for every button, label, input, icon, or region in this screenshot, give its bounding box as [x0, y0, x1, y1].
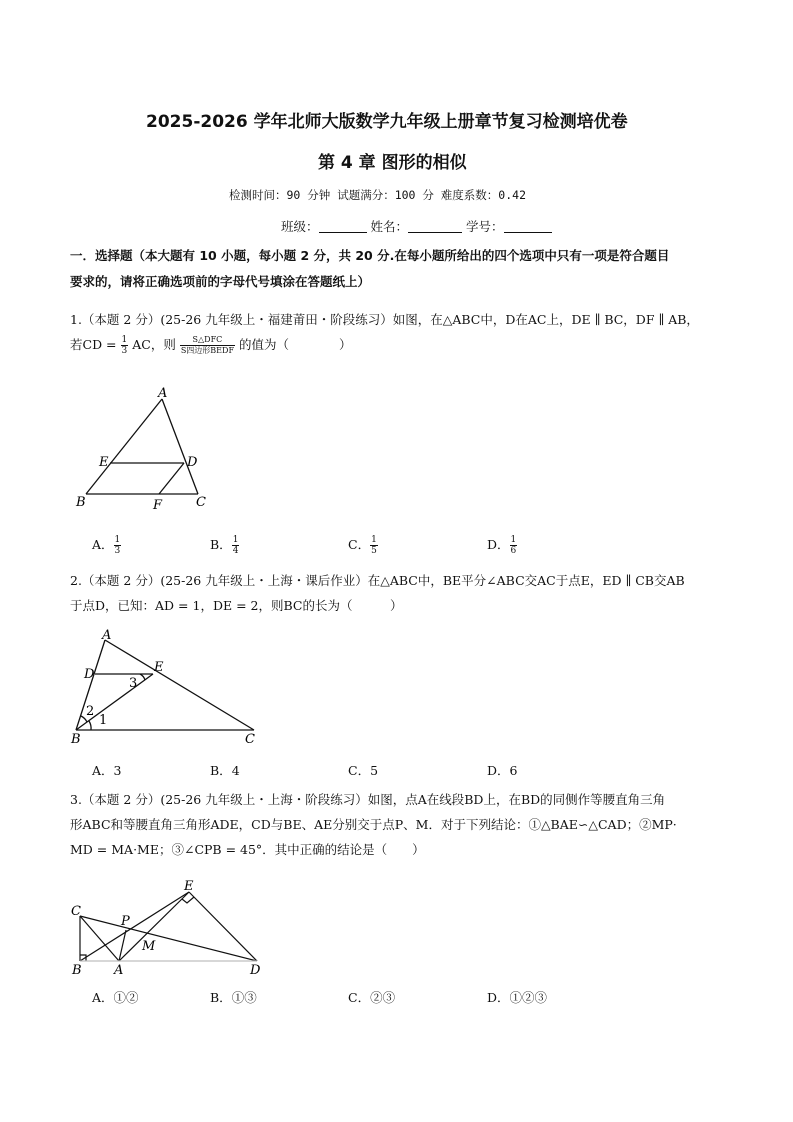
- q1-fraction: $\frac{1}{3}$: [121, 335, 128, 356]
- q1-point-b: B: [76, 495, 86, 510]
- chapter-title: 第 4 章 图形的相似: [318, 153, 467, 173]
- q3-option-c[interactable]: C．②③: [348, 990, 396, 1005]
- q2-side-ac: [105, 640, 254, 730]
- q2-option-a[interactable]: A．3: [92, 763, 122, 778]
- q1-option-d[interactable]: D． $\frac{1}{6}$: [487, 535, 517, 556]
- q1-side-ac: [162, 399, 198, 494]
- q1-condition: 若CD =: [70, 337, 117, 352]
- q2-point-e: E: [154, 660, 164, 675]
- q1-condition-tail: AC，则: [132, 337, 176, 352]
- q1-point-d: D: [187, 455, 198, 470]
- section-heading: [70, 243, 669, 295]
- section-heading-line1: 一．选择题（本大题有 10 小题，每小题 2 分，共 20 分.在每小题所给出的四个选项中只有一项是符合题目: [70, 248, 670, 263]
- q3-segment-be: [80, 892, 189, 961]
- q2-options: [92, 761, 552, 779]
- class-label: 班级：: [281, 219, 319, 234]
- q1-side-ab: [86, 399, 162, 494]
- q2-angle-3: 3: [129, 676, 138, 691]
- q3-option-b[interactable]: B．①③: [210, 990, 257, 1005]
- q2-angle-1: 1: [99, 713, 108, 728]
- q2-option-b[interactable]: B．4: [210, 763, 240, 778]
- q2-figure: [68, 628, 268, 748]
- q3-option-a[interactable]: A．①②: [92, 990, 139, 1005]
- q3-line3: MD = MA·ME；③∠CPB = 45°．其中正确的结论是（ ）: [70, 842, 425, 857]
- q2-angle-3-arc: [140, 674, 145, 680]
- q3-point-e: E: [184, 879, 194, 894]
- q1-segment-df: [159, 463, 184, 494]
- q3-figure: [68, 878, 268, 978]
- q1-figure: [70, 385, 220, 515]
- q1-option-b[interactable]: B． $\frac{1}{4}$: [210, 535, 239, 556]
- q3-point-c: C: [71, 904, 81, 919]
- q1-point-e: E: [99, 455, 109, 470]
- number-label: 学号：: [466, 219, 504, 234]
- q1-area-ratio: $\frac{\text{S△DFC}}{\text{S四边形BEDF}}$: [180, 335, 234, 355]
- q1-line2: [70, 335, 699, 356]
- student-info: [281, 218, 552, 236]
- q2-point-d: D: [84, 667, 95, 682]
- q3-line2: 形ABC和等腰直角三角形ADE，CD与BE、AE分别交于点P、M．对于下列结论：①△BAE∽△CAD；②MP·: [70, 817, 677, 832]
- name-blank[interactable]: [408, 220, 462, 233]
- q3-point-m: M: [142, 939, 156, 954]
- q1-point-a: A: [158, 386, 168, 401]
- q3-point-p: P: [121, 914, 130, 929]
- q2-option-c[interactable]: C．5: [348, 763, 379, 778]
- q3-option-d[interactable]: D．①②③: [487, 990, 548, 1005]
- q1-point-f: F: [153, 498, 163, 513]
- q2-bisector-be: [76, 674, 153, 730]
- q1-line1: 1.（本题 2 分）(25-26 九年级上・福建莆田・阶段练习）如图，在△ABC中，D在AC上，DE ∥ BC，DF ∥ AB，: [70, 312, 699, 327]
- q3-line1: 3.（本题 2 分）(25-26 九年级上・上海・阶段练习）如图，点A在线段BD上，在BD的同侧作等腰直角三角: [70, 792, 666, 807]
- q2-point-b: B: [71, 732, 81, 747]
- q1-option-a[interactable]: A． $\frac{1}{3}$: [92, 535, 121, 556]
- q2-point-c: C: [245, 732, 255, 747]
- q3-segment-cd: [80, 916, 257, 961]
- q2-angle-1-arc: [89, 721, 91, 730]
- class-blank[interactable]: [319, 220, 367, 233]
- q3-point-a: A: [114, 963, 124, 978]
- question-2-stem: [70, 572, 685, 615]
- q3-point-b: B: [72, 963, 82, 978]
- q3-segment-ed: [189, 892, 257, 961]
- q1-point-c: C: [196, 495, 206, 510]
- q2-point-a: A: [102, 628, 112, 643]
- q1-options: [92, 535, 552, 559]
- exam-meta: 检测时间：90 分钟 试题满分：100 分 难度系数：0.42: [229, 188, 527, 202]
- q3-segment-ca: [80, 916, 119, 961]
- q3-options: [92, 988, 572, 1006]
- q3-point-d: D: [250, 963, 261, 978]
- name-label: 姓名：: [370, 219, 409, 234]
- question-3-stem: [70, 791, 677, 859]
- document-title: 2025-2026 学年北师大版数学九年级上册章节复习检测培优卷: [146, 112, 628, 132]
- q1-option-c[interactable]: C． $\frac{1}{5}$: [348, 535, 377, 556]
- question-1-stem: [70, 311, 699, 356]
- q2-line2: 于点D，已知：AD = 1，DE = 2，则BC的长为（ ）: [70, 598, 403, 613]
- q2-line1: 2.（本题 2 分）(25-26 九年级上・上海・课后作业）在△ABC中，BE平分∠ABC交AC于点E，ED ∥ CB交AB: [70, 573, 685, 588]
- q1-answer-bracket: 的值为（ ）: [238, 337, 352, 352]
- q2-angle-2: 2: [86, 704, 95, 719]
- section-heading-line2: 要求的，请将正确选项前的字母代号填涂在答题纸上）: [70, 274, 371, 289]
- q2-option-d[interactable]: D．6: [487, 763, 518, 778]
- number-blank[interactable]: [504, 220, 552, 233]
